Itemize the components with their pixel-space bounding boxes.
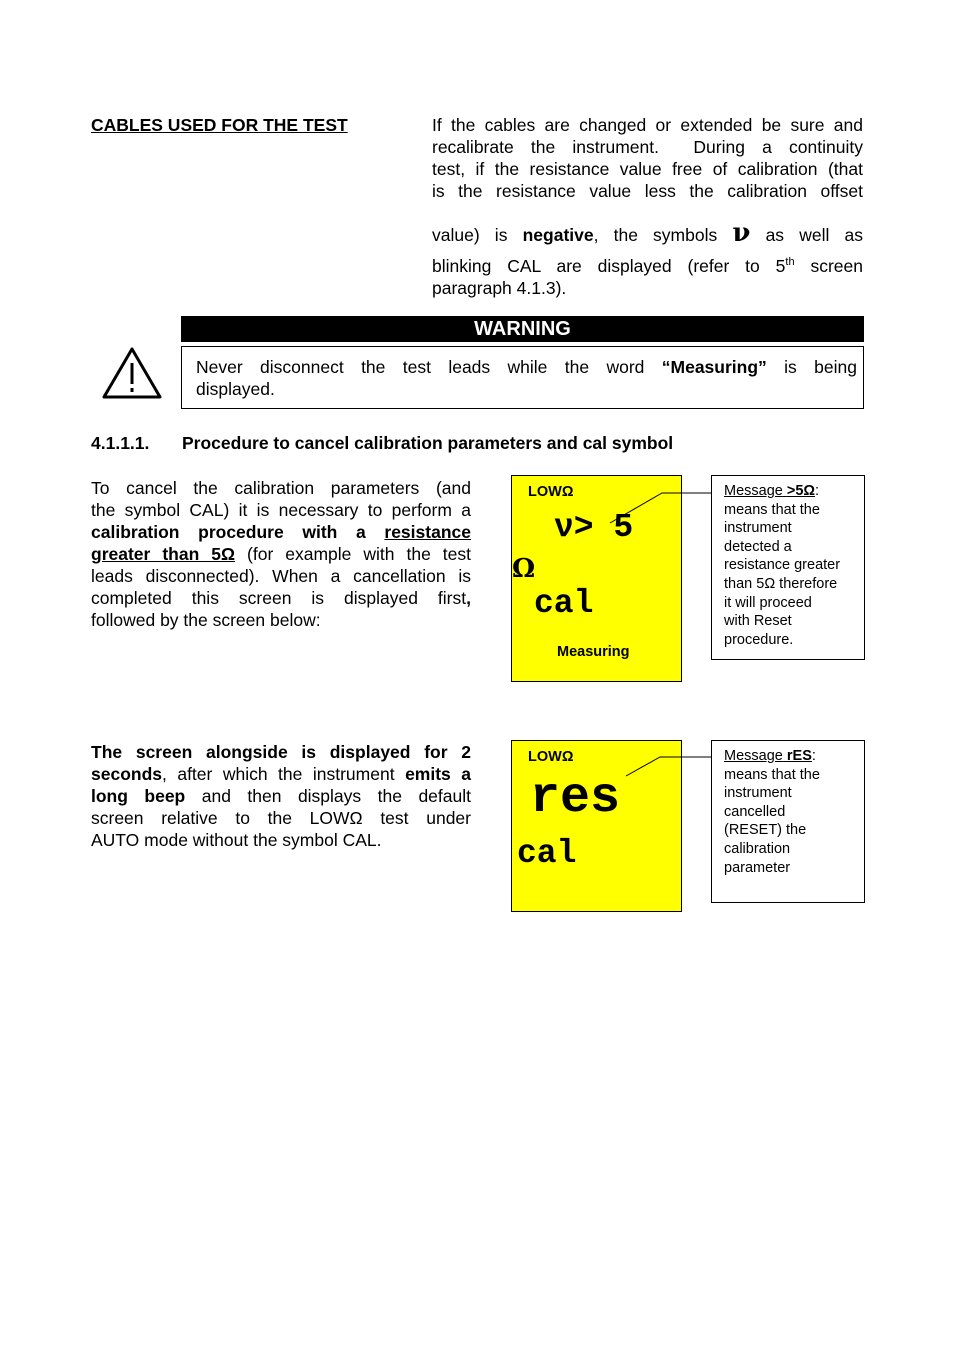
lcd-ohm-unit: Ω — [512, 554, 536, 584]
callout-line: means that the — [724, 766, 820, 783]
result-line: long beep and then displays the default — [91, 786, 471, 806]
leader-line-gt5 — [610, 493, 711, 523]
warning-line: displayed. — [196, 379, 275, 399]
nu-symbol-icon: ν — [732, 218, 751, 248]
callout-line: with Reset — [724, 613, 792, 630]
lcd-mode-label: LOWΩ — [528, 749, 574, 765]
result-line: screen relative to the LOWΩ test under — [91, 808, 471, 828]
callout-line: calibration — [724, 840, 791, 857]
cables-line: value) is negative, the symbols ν as well as — [432, 218, 863, 248]
warning-line: Never disconnect the test leads while the word “Measuring” is being — [196, 357, 857, 377]
callout-line: parameter — [724, 859, 791, 876]
result-line: The screen alongside is displayed for 2 — [91, 742, 471, 762]
callout-line: procedure. — [724, 631, 794, 648]
cables-line: test, if the resistance value free of calibration (that — [432, 159, 863, 179]
callout-line: cancelled — [724, 803, 786, 820]
cancel-line: leads disconnected). When a cancellation is — [91, 566, 471, 586]
warning-title: WARNING — [181, 316, 864, 342]
leader-line-res — [626, 757, 711, 776]
lcd-status-measuring: Measuring — [557, 644, 630, 660]
lcd-reset-reading: res — [530, 770, 621, 827]
cancel-line: the symbol CAL) it is necessary to perform a — [91, 500, 471, 520]
cancel-line: To cancel the calibration parameters (and — [91, 478, 471, 498]
cables-heading: CABLES USED FOR THE TEST — [91, 115, 348, 135]
callout-line: means that the — [724, 501, 820, 518]
cables-line: paragraph 4.1.3). — [432, 277, 567, 298]
cables-line: blinking CAL are displayed (refer to 5th screen — [432, 255, 863, 276]
lcd-cal-symbol: cal — [534, 585, 594, 622]
cancel-line: calibration procedure with a resistance — [91, 522, 471, 542]
callout-line: it will proceed — [724, 594, 812, 611]
lcd-mode-label: LOWΩ — [528, 484, 574, 500]
cables-line: recalibrate the instrument. During a continuity — [432, 137, 863, 157]
callout-line: instrument — [724, 785, 792, 802]
cancel-line: greater than 5Ω (for example with the test — [91, 544, 472, 564]
result-line: seconds, after which the instrument emits a — [91, 764, 471, 784]
callout-message-gt5: Message >5Ω: means that the instrument detected a resistance greater than 5Ω therefore it will proceed with Reset procedure. — [711, 475, 865, 660]
section-number: 4.1.1.1. — [91, 433, 150, 453]
cables-line: is the resistance value less the calibration offset — [432, 181, 863, 201]
callout-line: (RESET) the — [724, 822, 807, 839]
result-line: AUTO mode without the symbol CAL. — [91, 830, 382, 850]
callout-line: resistance greater — [724, 557, 841, 574]
cancel-line: followed by the screen below: — [91, 610, 321, 630]
lcd-reading: ν> 5 — [554, 509, 634, 546]
callout-line: than 5Ω therefore — [724, 575, 838, 592]
callout-line: instrument — [724, 520, 792, 537]
callout-message-res: Message rES: means that the instrument cancelled (RESET) the calibration parameter — [711, 740, 865, 903]
section-title: Procedure to cancel calibration parameters and cal symbol — [182, 433, 674, 453]
lcd-cal-symbol: cal — [517, 835, 577, 872]
callout-line: detected a — [724, 538, 792, 555]
cables-line: If the cables are changed or extended be sure and — [432, 115, 863, 135]
cancel-line: completed this screen is displayed first, — [91, 588, 471, 608]
